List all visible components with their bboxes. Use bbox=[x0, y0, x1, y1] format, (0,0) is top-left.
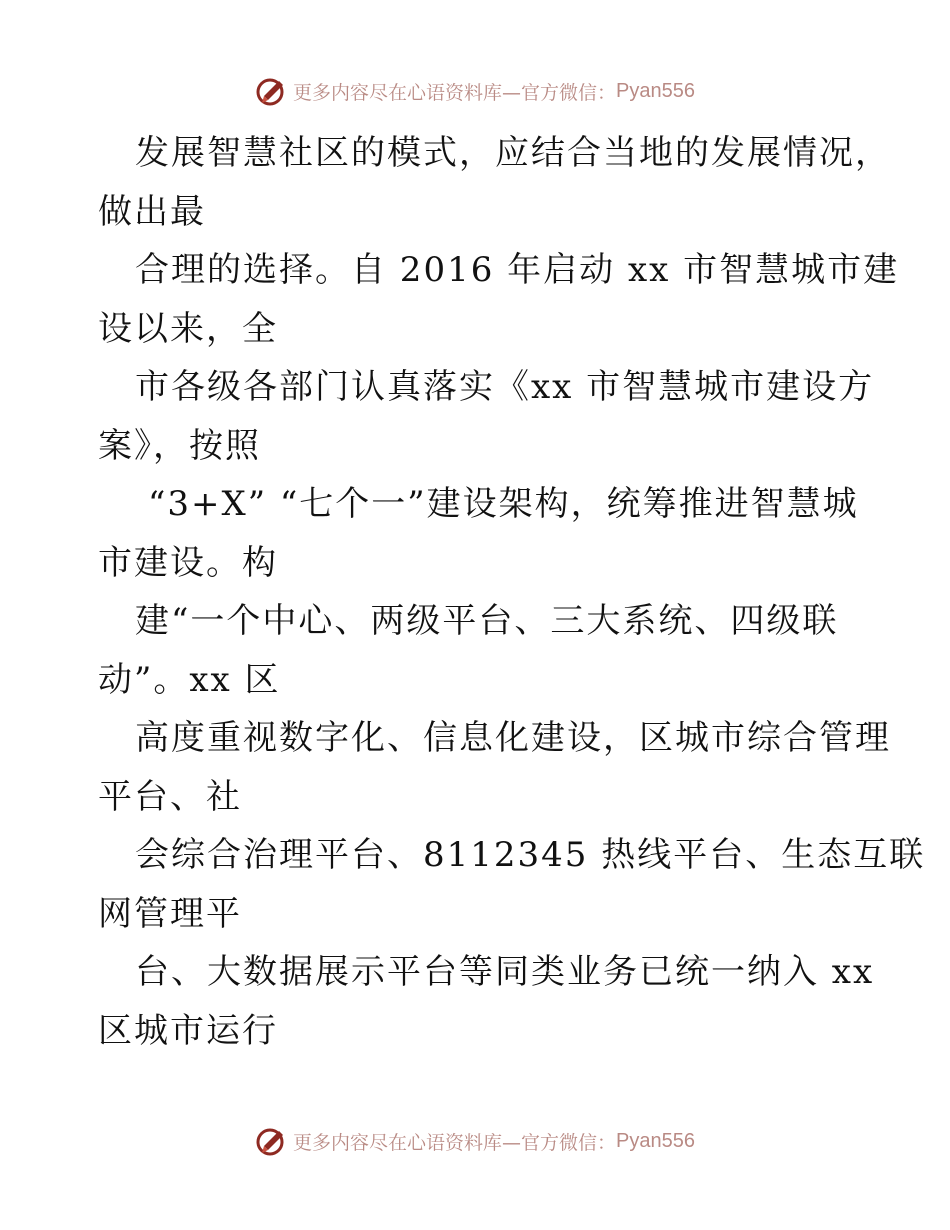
pen-logo-icon bbox=[255, 74, 289, 108]
text-line: 市建设。构 bbox=[98, 542, 278, 583]
text-line: 台、大数据展示平台等同类业务已统一纳入 xx bbox=[135, 952, 875, 992]
text-line: 会综合治理平台、8112345 热线平台、生态互联 bbox=[135, 835, 926, 875]
text-line: 高度重视数字化、信息化建设，区城市综合管理 bbox=[135, 718, 891, 758]
text-line: 发展智慧社区的模式，应结合当地的发展情况， bbox=[135, 133, 891, 173]
watermark-handle: Pyan556 bbox=[616, 79, 695, 102]
text-line: 做出最 bbox=[98, 191, 206, 232]
document-body bbox=[98, 124, 926, 1060]
text-line: 合理的选择。自 2016 年启动 xx 市智慧城市建 bbox=[135, 250, 900, 290]
text-line: 区城市运行 bbox=[98, 1010, 278, 1051]
text-line: 平台、社 bbox=[98, 776, 242, 817]
watermark-text: 更多内容尽在心语资料库—官方微信： bbox=[293, 81, 617, 104]
text-line: 设以来，全 bbox=[98, 308, 278, 349]
header-watermark bbox=[0, 71, 950, 111]
text-line: 网管理平 bbox=[98, 893, 242, 934]
text-line: 市各级各部门认真落实《xx 市智慧城市建设方 bbox=[135, 367, 875, 407]
pen-logo-icon bbox=[255, 1124, 289, 1158]
watermark-text: 更多内容尽在心语资料库—官方微信： bbox=[293, 1131, 617, 1154]
text-line: “3+X” “七个一”建设架构，统筹推进智慧城 bbox=[148, 484, 859, 524]
text-line: 案》，按照 bbox=[98, 425, 261, 466]
watermark-handle: Pyan556 bbox=[616, 1129, 695, 1152]
text-line: 建“一个中心、两级平台、三大系统、四级联 bbox=[135, 601, 839, 641]
text-line: 动”。xx 区 bbox=[98, 659, 281, 700]
footer-watermark bbox=[0, 1121, 950, 1161]
